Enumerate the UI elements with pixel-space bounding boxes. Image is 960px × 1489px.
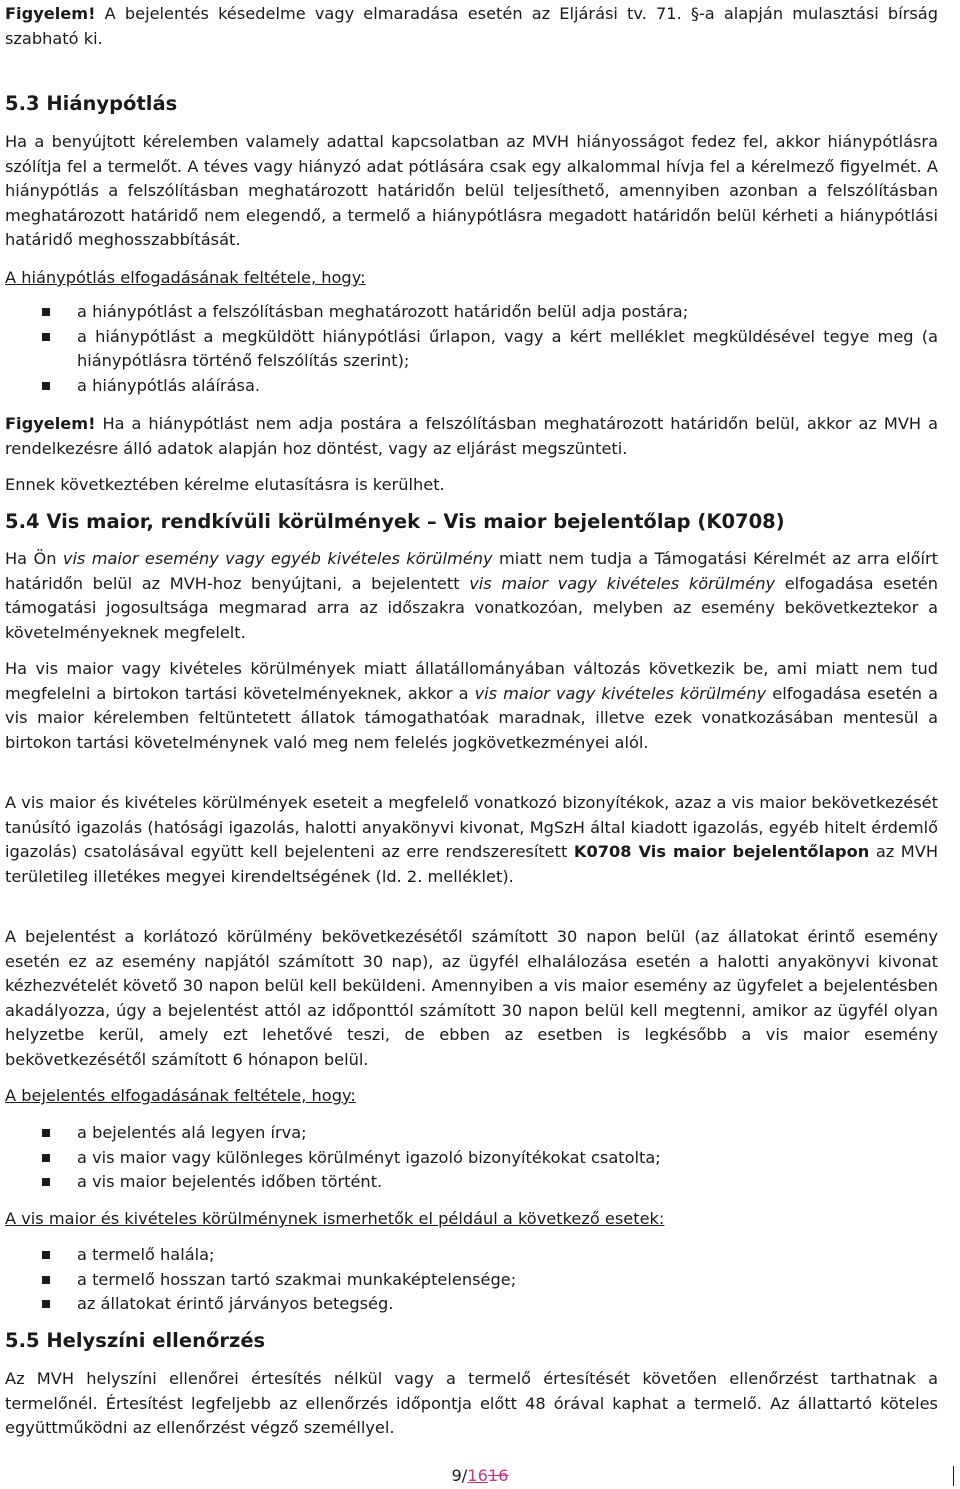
list-item: a hiánypótlást a megküldött hiánypótlási űrlapon, vagy a kért melléklet megküldésével tegye meg (a hiánypótlásra történő felszólítás szerint); [5, 325, 938, 374]
paragraph: A bejelentést a korlátozó körülmény bekövetkezésétől számított 30 napon belül (az állatokat érintő esemény esetén ez az esemény napjától számított 30 nap), az ügyfél elhalálozása esetén a halotti anyakönyvi kivonat kézhezvételét követő 30 napon belül kell beküldeni. Amennyiben a vis maior esemény az ügyfelet a bejelentésben akadályozza, úgy a bejelentést attól az időponttól számított 30 napon belül kell megtenni, amikor az ügyfél olyan helyzetbe kerül, amely ezt lehetővé teszi, de ebben az esetben is legkésőbb a vis maior esemény bekövetkezésétől számított 6 hónapon belül. [5, 927, 938, 1069]
revised-total-pages: 16 [467, 1466, 488, 1485]
warning-paragraph [5, 412, 938, 461]
conditions-heading: A hiánypótlás elfogadásának feltétele, hogy: [5, 268, 366, 287]
bullet-icon [42, 382, 50, 390]
conditions-list [5, 300, 938, 398]
warning-label: Figyelem! [5, 414, 96, 433]
page-footer [0, 1464, 960, 1488]
list-item: a vis maior bejelentés időben történt. [5, 1170, 938, 1195]
bullet-icon [42, 333, 50, 341]
paragraph: A vis maior és kivételes körülmények eseteit a megfelelő vonatkozó bizonyítékok, azaz a vis maior bekövetkezését tanúsító igazolás (hatósági igazolás, halotti anyakönyvi kivonat, MgSzH által kiadott igazolás, egyéb hitelt érdemlő igazolás) csatolásával együtt kell bejelenteni az erre rendszeresített K0708 Vis maior bejelentőlapon az MVH területileg illetékes megyei kirendeltségének (ld. 2. melléklet). [5, 793, 939, 886]
paragraph: Ha Ön vis maior esemény vagy egyéb kivételes körülmény miatt nem tudja a Támogatási Kérelmét az arra előírt határidőn belül az MVH-hoz benyújtani, a bejelentett vis maior vagy kivételes körülmény elfogadása esetén támogatási jogosultsága megmarad arra az időszakra vonatkozóan, melyben az esemény bekövetkeztekor a követelményeknek megfelelt. [5, 549, 939, 642]
paragraph: Ennek következtében kérelme elutasításra is kerülhet. [5, 475, 445, 494]
list-item: a termelő hosszan tartó szakmai munkaképtelensége; [5, 1268, 938, 1293]
cases-heading: A vis maior és kivételes körülménynek ismerhetők el például a következő esetek: [5, 1209, 665, 1228]
intro-warning [5, 2, 938, 51]
paragraph: Ha a benyújtott kérelemben valamely adattal kapcsolatban az MVH hiányosságot fedez fel, akkor hiánypótlásra szólítja fel a termelőt. A téves vagy hiányzó adat pótlására csak egy alkalommal hívja fel a kérelmező figyelmét. A hiánypótlás a felszólításban meghatározott határidőn belül teljesíthető, amennyiben azonban a felszólításban meghatározott határidő nem elegendő, a termelő a hiánypótlásra megadott határidőn belül kérheti a hiánypótlási határidő meghosszabbítását. [5, 132, 938, 249]
bullet-icon [42, 1154, 50, 1162]
list-item: a vis maior vagy különleges körülményt igazoló bizonyítékokat csatolta; [5, 1146, 938, 1171]
cases-list [5, 1243, 938, 1317]
list-item: a hiánypótlás aláírása. [5, 374, 938, 399]
warning-text: Ha a hiánypótlást nem adja postára a felszólításban meghatározott határidőn belül, akkor az MVH a rendelkezésre álló adatok alapján hoz döntést, vagy az eljárást megszünteti. [5, 414, 938, 458]
conditions-heading: A bejelentés elfogadásának feltétele, hogy: [5, 1086, 356, 1105]
section-title-5-3: 5.3 Hiánypótlás [5, 92, 178, 115]
section-title-5-5: 5.5 Helyszíni ellenőrzés [5, 1329, 266, 1352]
warning-text: A bejelentés késedelme vagy elmaradása esetén az Eljárási tv. 71. §-a alapján mulasztási bírság szabható ki. [5, 4, 938, 48]
list-item: a termelő halála; [5, 1243, 938, 1268]
bullet-icon [42, 1300, 50, 1308]
revision-bar [953, 1466, 954, 1486]
list-item: az állatokat érintő járványos betegség. [5, 1292, 938, 1317]
conditions-list [5, 1121, 938, 1195]
paragraph: Az MVH helyszíni ellenőrei értesítés nélkül vagy a termelő értesítését követően ellenőrzést tarthatnak a termelőnél. Értesítést legfeljebb az ellenőrzés időpontja előtt 48 órával kaphat a termelő. Az állattartó köteles együttműködni az ellenőrzést végző személlyel. [5, 1369, 938, 1437]
bullet-icon [42, 1276, 50, 1284]
page-number: 9/ [451, 1466, 468, 1485]
warning-label: Figyelem! [5, 4, 96, 23]
section-title-5-4: 5.4 Vis maior, rendkívüli körülmények – Vis maior bejelentőlap (K0708) [5, 510, 785, 533]
list-item: a hiánypótlást a felszólításban meghatározott határidőn belül adja postára; [5, 300, 938, 325]
bullet-icon [42, 1251, 50, 1259]
paragraph: Ha vis maior vagy kivételes körülmények miatt állatállományában változás következik be, ami miatt nem tud megfelelni a birtokon tartási követelményeknek, akkor a vis maior vagy kivételes körülmény elfogadása esetén a vis maior kérelemben feltüntetett állatok támogathatóak maradnak, illetve ezek vonatkozásában mentesül a birtokon tartási követelménynek való meg nem felelés jogkövetkezményei alól. [5, 659, 938, 752]
bullet-icon [42, 308, 50, 316]
list-item: a bejelentés alá legyen írva; [5, 1121, 938, 1146]
deleted-total-pages: 16 [487, 1466, 509, 1485]
bullet-icon [42, 1178, 50, 1186]
bullet-icon [42, 1129, 50, 1137]
